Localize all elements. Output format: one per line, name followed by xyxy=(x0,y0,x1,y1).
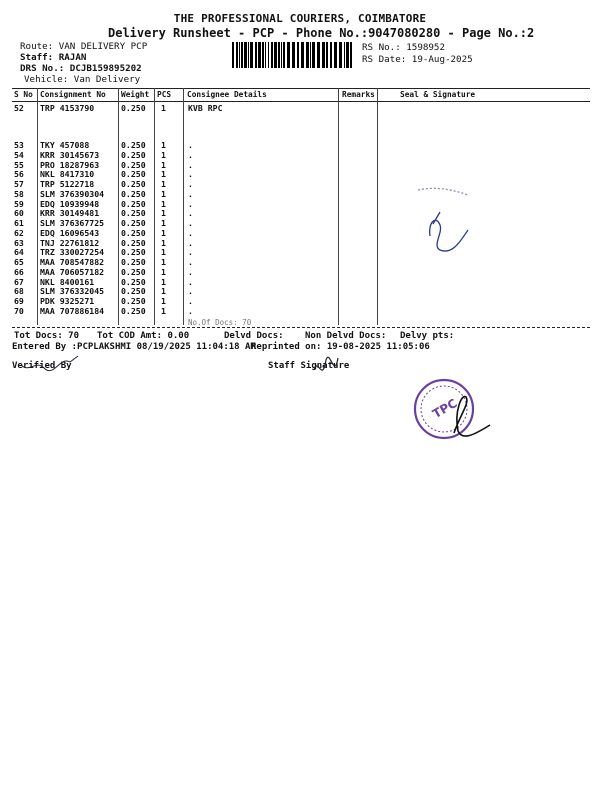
row-consignee: . xyxy=(188,198,193,209)
row-consignment-no: SLM 376390304 xyxy=(40,188,105,199)
row-consignee: . xyxy=(188,305,193,316)
tot-cod-amt: Tot COD Amt: 0.00 xyxy=(97,331,190,341)
column-header-consignment: Consignment No xyxy=(40,90,106,99)
row-pcs: 1 xyxy=(161,149,166,160)
row-pcs: 1 xyxy=(161,159,166,170)
row-weight: 0.250 xyxy=(121,188,146,199)
row-consignment-no: EDQ 10939948 xyxy=(40,198,100,209)
seal-signature xyxy=(418,188,468,251)
row-sno: 56 xyxy=(14,169,24,180)
row-consignee: . xyxy=(188,179,193,189)
row-weight: 0.250 xyxy=(121,208,146,219)
non-delvd-docs: Non Delvd Docs: xyxy=(305,331,387,341)
row-weight: 0.250 xyxy=(121,218,146,228)
row-consignment-no: EDQ 16096543 xyxy=(40,227,100,238)
row-consignee: . xyxy=(188,296,193,306)
row-pcs: 1 xyxy=(161,169,166,180)
row-consignment-no: NKL 8400161 xyxy=(40,276,95,287)
row-weight: 0.250 xyxy=(121,179,146,189)
row-consignment-no: MAA 706057182 xyxy=(40,266,105,277)
column-header-remarks: Remarks xyxy=(342,90,375,99)
entered-by: Entered By :PCPLAKSHMI 08/19/2025 11:04:18 AM xyxy=(12,342,256,352)
row-pcs: 1 xyxy=(161,198,166,209)
row-weight: 0.250 xyxy=(121,305,146,316)
row-consignment-no: KRR 30145673 xyxy=(40,149,100,160)
row-weight: 0.250 xyxy=(121,198,146,209)
column-header-seal: Seal & Signature xyxy=(400,90,476,99)
row-sno: 52 xyxy=(14,103,24,113)
row-consignment-no: TRZ 330027254 xyxy=(40,247,105,258)
row-sno: 61 xyxy=(14,218,24,228)
row-sno: 70 xyxy=(14,305,24,316)
staff-label: Staff: RAJAN xyxy=(20,52,87,63)
runsheet-title: Delivery Runsheet - PCP - Phone No.:9047080280 - Page No.:2 xyxy=(108,26,535,40)
row-sno: 67 xyxy=(14,276,24,287)
row-pcs: 1 xyxy=(161,188,166,199)
row-weight: 0.250 xyxy=(121,103,146,113)
row-weight: 0.250 xyxy=(121,149,146,160)
row-weight: 0.250 xyxy=(121,276,146,287)
row-consignment-no: KRR 30149481 xyxy=(40,208,100,219)
row-weight: 0.250 xyxy=(121,296,146,306)
row-consignee: KVB RPC xyxy=(188,103,223,113)
row-pcs: 1 xyxy=(161,257,166,267)
row-weight: 0.250 xyxy=(121,257,146,267)
row-consignment-no: SLM 376332045 xyxy=(40,286,105,297)
row-consignment-no: MAA 708547882 xyxy=(40,257,105,267)
row-consignment-no: TRP 4153790 xyxy=(40,103,95,113)
row-consignee: . xyxy=(188,159,193,170)
row-weight: 0.250 xyxy=(121,159,146,170)
row-sno: 55 xyxy=(14,159,24,170)
row-weight: 0.250 xyxy=(121,140,146,150)
row-weight: 0.250 xyxy=(121,266,146,277)
row-sno: 59 xyxy=(14,198,24,209)
verified-signature xyxy=(22,356,78,371)
row-pcs: 1 xyxy=(161,103,166,113)
route-label: Route: VAN DELIVERY PCP xyxy=(20,41,148,52)
column-header-sno: S No xyxy=(14,90,33,99)
row-sno: 69 xyxy=(14,296,24,306)
stamp-text: TPC xyxy=(430,396,460,422)
row-pcs: 1 xyxy=(161,179,166,189)
row-consignment-no: SLM 376367725 xyxy=(40,218,105,228)
row-consignee: . xyxy=(188,227,193,238)
row-sno: 66 xyxy=(14,266,24,277)
row-pcs: 1 xyxy=(161,276,166,287)
row-consignment-no: PDK 9325271 xyxy=(40,296,95,306)
rs-number: RS No.: 1598952 xyxy=(362,42,445,53)
vehicle-label: Vehicle: Van Delivery xyxy=(24,74,141,85)
row-pcs: 1 xyxy=(161,218,166,228)
row-pcs: 1 xyxy=(161,140,166,150)
row-sno: 57 xyxy=(14,179,24,189)
row-consignee: . xyxy=(188,237,193,248)
row-consignee: . xyxy=(188,169,193,180)
rs-date: RS Date: 19-Aug-2025 xyxy=(362,54,473,65)
row-sno: 54 xyxy=(14,149,24,160)
row-consignee: . xyxy=(188,140,193,150)
staff-signature-label: Staff Signature xyxy=(268,361,350,371)
delvd-docs: Delvd Docs: xyxy=(224,331,284,341)
tpc-stamp xyxy=(410,375,500,455)
row-pcs: 1 xyxy=(161,266,166,277)
staff-signature-scribble xyxy=(314,357,338,370)
row-consignment-no: TNJ 22761812 xyxy=(40,237,100,248)
row-consignee: . xyxy=(188,188,193,199)
row-consignee: . xyxy=(188,208,193,219)
row-consignee: . xyxy=(188,218,193,228)
drs-number: DRS No.: DCJB159895202 xyxy=(20,63,142,74)
column-header-weight: Weight xyxy=(121,90,150,99)
row-pcs: 1 xyxy=(161,305,166,316)
row-consignment-no: TKY 457088 xyxy=(40,140,90,150)
row-pcs: 1 xyxy=(161,237,166,248)
row-pcs: 1 xyxy=(161,247,166,258)
row-consignment-no: TRP 5122718 xyxy=(40,179,95,189)
row-sno: 64 xyxy=(14,247,24,258)
row-sno: 63 xyxy=(14,237,24,248)
row-sno: 65 xyxy=(14,257,24,267)
row-weight: 0.250 xyxy=(121,227,146,238)
row-pcs: 1 xyxy=(161,286,166,297)
row-pcs: 1 xyxy=(161,208,166,219)
row-weight: 0.250 xyxy=(121,169,146,180)
company-title: THE PROFESSIONAL COURIERS, COIMBATORE xyxy=(173,12,427,25)
row-weight: 0.250 xyxy=(121,247,146,258)
row-consignee: . xyxy=(188,276,193,287)
no-of-docs: No.Of Docs: 70 xyxy=(188,318,252,327)
row-weight: 0.250 xyxy=(121,286,146,297)
row-consignee: . xyxy=(188,247,193,258)
row-consignment-no: PRO 18287963 xyxy=(40,159,100,170)
column-header-consignee: Consignee Details xyxy=(187,90,267,99)
row-pcs: 1 xyxy=(161,296,166,306)
tot-docs: Tot Docs: 70 xyxy=(14,331,80,341)
row-pcs: 1 xyxy=(161,227,166,238)
row-sno: 62 xyxy=(14,227,24,238)
row-sno: 53 xyxy=(14,140,24,150)
row-weight: 0.250 xyxy=(121,237,146,248)
row-consignee: . xyxy=(188,266,193,277)
row-sno: 60 xyxy=(14,208,24,219)
row-consignment-no: NKL 8417310 xyxy=(40,169,95,180)
reprinted-on: Reprinted on: 19-08-2025 11:05:06 xyxy=(251,342,430,352)
row-sno: 68 xyxy=(14,286,24,297)
row-consignment-no: MAA 707886184 xyxy=(40,305,105,316)
row-consignee: . xyxy=(188,257,193,267)
row-sno: 58 xyxy=(14,188,24,199)
row-consignee: . xyxy=(188,149,193,160)
column-header-pcs: PCS xyxy=(157,90,172,99)
row-consignee: . xyxy=(188,286,193,297)
delvy-pts: Delvy pts: xyxy=(400,331,455,341)
verified-by: Verified By xyxy=(12,361,72,371)
